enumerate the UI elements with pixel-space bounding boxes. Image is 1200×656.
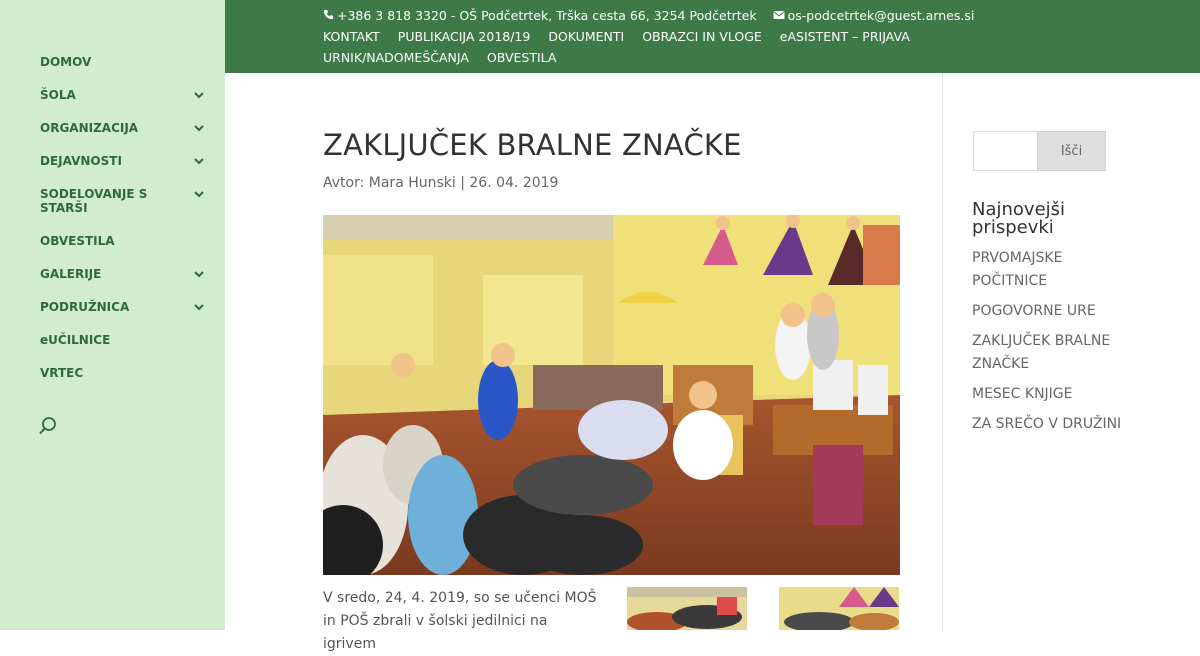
- main-nav: [40, 55, 210, 399]
- nav-item-label: SODELOVANJE S STARŠI: [40, 187, 148, 215]
- sidebar-search-form: [973, 131, 1106, 171]
- nav-item-podruznica[interactable]: [40, 300, 170, 314]
- featured-image: [323, 215, 900, 575]
- recent-posts-title: Najnovejši prispevki: [972, 199, 1066, 238]
- top-nav-urnik[interactable]: URNIK/NADOMEŠČANJA: [323, 50, 469, 65]
- top-nav-dokumenti[interactable]: DOKUMENTI: [548, 29, 625, 44]
- nav-item-sodelovanje[interactable]: [40, 187, 150, 215]
- left-sidebar: [0, 0, 225, 630]
- nav-item-organizacija[interactable]: [40, 121, 170, 135]
- content-divider: [942, 73, 943, 630]
- chevron-down-icon[interactable]: [192, 121, 206, 135]
- top-nav-obvestila[interactable]: OBVESTILA: [486, 50, 557, 65]
- post-meta: Avtor: Mara Hunski | 26. 04. 2019: [323, 175, 559, 191]
- post-title: ZAKLJUČEK BRALNE ZNAČKE: [323, 128, 742, 162]
- chevron-down-icon[interactable]: [192, 88, 206, 102]
- phone-address-text: +386 3 818 3320 - OŠ Podčetrtek, Trška cesta 66, 3254 Podčetrtek: [337, 8, 757, 23]
- recent-posts-list: [972, 247, 1122, 443]
- nav-item-label: DOMOV: [40, 55, 92, 69]
- search-input[interactable]: [973, 131, 1037, 171]
- nav-item-domov[interactable]: [40, 55, 170, 69]
- nav-item-label: DEJAVNOSTI: [40, 154, 122, 168]
- post-excerpt: V sredo, 24, 4. 2019, so se učenci MOŠ in POŠ zbrali v šolski jedilnici na igrivem: [323, 590, 597, 652]
- chevron-down-icon[interactable]: [192, 267, 206, 281]
- gallery-thumbnail[interactable]: [627, 587, 747, 630]
- recent-post-link[interactable]: ZAKLJUČEK BRALNE ZNAČKE: [972, 333, 1111, 372]
- contact-info: [323, 8, 974, 23]
- nav-item-sola[interactable]: [40, 88, 170, 102]
- nav-item-label: ŠOLA: [40, 88, 76, 102]
- nav-item-galerije[interactable]: [40, 267, 170, 281]
- top-nav-easistent[interactable]: eASISTENT – PRIJAVA: [779, 29, 910, 44]
- nav-item-obvestila[interactable]: [40, 234, 170, 248]
- nav-item-label: ORGANIZACIJA: [40, 121, 139, 135]
- top-nav-kontakt[interactable]: KONTAKT: [323, 29, 380, 44]
- nav-item-eucilnice[interactable]: [40, 333, 170, 347]
- chevron-down-icon[interactable]: [192, 154, 206, 168]
- search-icon[interactable]: [38, 416, 58, 436]
- nav-item-label: OBVESTILA: [40, 234, 115, 248]
- phone-icon: [323, 8, 334, 23]
- top-nav-publikacija[interactable]: PUBLIKACIJA 2018/19: [397, 29, 531, 44]
- nav-item-label: eUČILNICE: [40, 333, 111, 347]
- recent-post-link[interactable]: MESEC KNJIGE: [972, 386, 1073, 402]
- nav-item-label: PODRUŽNICA: [40, 300, 130, 314]
- recent-post-link[interactable]: ZA SREČO V DRUŽINI: [972, 416, 1122, 432]
- nav-item-vrtec[interactable]: [40, 366, 170, 380]
- search-button[interactable]: Išči: [1037, 131, 1106, 171]
- top-nav-obrazci[interactable]: OBRAZCI IN VLOGE: [642, 29, 762, 44]
- chevron-down-icon[interactable]: [192, 187, 206, 201]
- envelope-icon: [773, 8, 785, 23]
- chevron-down-icon[interactable]: [192, 300, 206, 314]
- nav-item-label: VRTEC: [40, 366, 84, 380]
- nav-item-dejavnosti[interactable]: [40, 154, 170, 168]
- nav-item-label: GALERIJE: [40, 267, 102, 281]
- top-header: [225, 0, 1200, 73]
- email-link[interactable]: os-podcetrtek@guest.arnes.si: [787, 8, 975, 23]
- recent-post-link[interactable]: POGOVORNE URE: [972, 303, 1096, 319]
- gallery-thumbnail[interactable]: [779, 587, 899, 630]
- top-nav: [323, 29, 1063, 65]
- recent-post-link[interactable]: PRVOMAJSKE POČITNICE: [972, 250, 1063, 289]
